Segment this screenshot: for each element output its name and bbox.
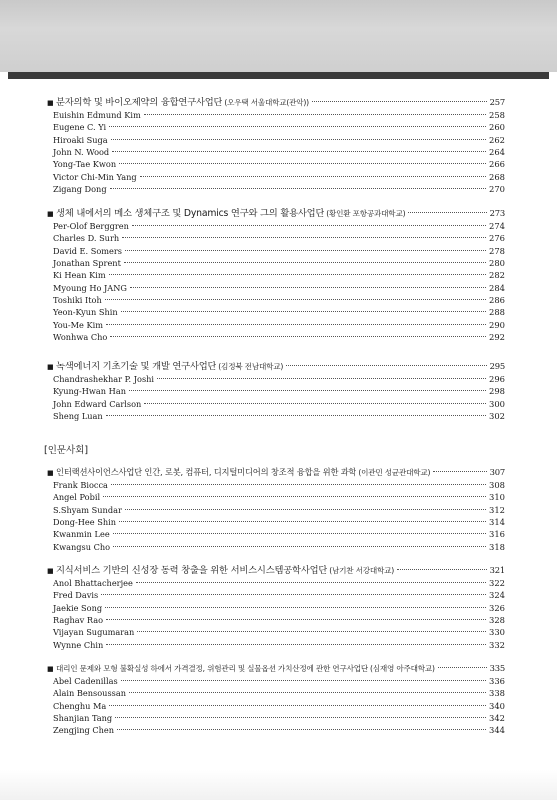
entry-name: Jonathan Sprent: [53, 258, 121, 269]
page-number: 324: [489, 590, 505, 601]
entry-name: Vijayan Sugumaran: [53, 627, 135, 638]
entry-name: Zengjing Chen: [53, 725, 114, 736]
entry-name: David E. Somers: [53, 245, 122, 256]
entry-name: Eugene C. Yi: [53, 122, 107, 133]
dot-leader: [110, 336, 486, 337]
group-title: 인터랙션사이언스사업단 인간, 로봇, 컴퓨터, 디지털미디어의 창조적 융합을 위한 과학: [56, 467, 357, 477]
list-item: [47, 700, 505, 712]
entry-name: Wynne Chin: [53, 639, 104, 650]
dot-leader: [109, 705, 486, 706]
toc-group: [47, 207, 505, 356]
list-item: [47, 282, 505, 294]
group-institution: (이관민 성균관대학교): [358, 468, 431, 477]
list-item: [47, 385, 505, 397]
page-number: 308: [489, 480, 505, 490]
page-number: 328: [489, 615, 505, 626]
page-number: 280: [489, 258, 505, 269]
dot-leader: [106, 644, 486, 645]
page-number: 295: [489, 361, 505, 371]
list-item: [47, 626, 505, 638]
entry-name: Abel Cadenillas: [53, 676, 118, 686]
page-number: 270: [489, 184, 505, 195]
page-number: 335: [489, 663, 505, 673]
entry-name: Dong-Hee Shin: [53, 517, 116, 528]
group-title: 녹색에너지 기초기술 및 개발 연구사업단: [56, 361, 217, 372]
dot-leader: [408, 212, 486, 213]
page-number: 336: [489, 676, 505, 686]
group-heading: [47, 96, 505, 109]
entry-name: John N. Wood: [53, 147, 110, 158]
header-band: [0, 0, 557, 72]
list-item: [47, 294, 505, 306]
dot-leader: [106, 324, 486, 325]
page-number: 316: [489, 529, 505, 540]
page-number: 307: [489, 467, 505, 477]
list-item: [47, 257, 505, 269]
list-item: [47, 269, 505, 281]
page-number: 326: [489, 602, 505, 613]
entry-name: You-Me Kim: [53, 319, 103, 330]
page-number: 312: [489, 504, 505, 515]
list-item: [47, 724, 505, 736]
dot-leader: [125, 250, 486, 251]
page-number: 273: [489, 208, 505, 218]
group-heading: [47, 466, 505, 479]
page-number: 321: [489, 565, 505, 575]
page-number: 282: [489, 270, 505, 281]
dot-leader: [397, 569, 487, 570]
dot-leader: [113, 546, 486, 547]
dot-leader: [121, 311, 486, 312]
list-item: [47, 541, 505, 553]
page-number: 342: [489, 713, 505, 724]
list-item: [47, 687, 505, 699]
list-item: [47, 504, 505, 516]
entry-name: Yeon-Kyun Shin: [53, 307, 118, 318]
list-item: [47, 516, 505, 528]
square-bullet-icon: ■: [47, 363, 54, 371]
page-number: 292: [489, 332, 505, 343]
list-item: [47, 589, 505, 601]
page-number: 314: [489, 517, 505, 528]
entry-name: Alain Bensoussan: [53, 688, 127, 699]
page-number: 332: [489, 639, 505, 650]
page-number: 318: [489, 541, 505, 552]
dot-leader: [106, 619, 486, 620]
page-number: 268: [489, 171, 505, 182]
entry-name: Charles D. Surh: [53, 233, 120, 244]
group-institution: (남기찬 서강대학교): [329, 566, 395, 575]
group-heading: [47, 662, 505, 675]
toc-section: [44, 443, 505, 744]
entry-name: Zigang Dong: [53, 184, 107, 195]
dot-leader: [105, 607, 486, 608]
group-heading: [47, 564, 505, 577]
entry-name: Sheng Luan: [53, 411, 103, 422]
page-number: 340: [489, 700, 505, 711]
dot-leader: [101, 594, 486, 595]
square-bullet-icon: ■: [47, 210, 54, 218]
entry-name: Shanjian Tang: [53, 713, 113, 724]
page-number: 300: [489, 398, 505, 409]
entry-name: Wonhwa Cho: [53, 332, 108, 343]
toc-section: [47, 96, 505, 427]
dot-leader: [111, 484, 486, 485]
entry-name: Frank Biocca: [53, 480, 108, 490]
list-item: [47, 602, 505, 614]
dot-leader: [121, 680, 486, 681]
page-number: 302: [489, 411, 505, 422]
page-number: 322: [489, 578, 505, 588]
dot-leader: [122, 237, 486, 238]
page-number: 310: [489, 492, 505, 503]
group-institution: (김정북 전남대학교): [218, 362, 284, 371]
list-item: [47, 577, 505, 589]
table-of-contents: [44, 96, 505, 748]
page-number: 264: [489, 147, 505, 158]
page-number: 274: [489, 221, 505, 231]
entry-name: Kwangsu Cho: [53, 541, 111, 552]
dot-leader: [137, 631, 486, 632]
toc-group: [47, 564, 505, 658]
dot-leader: [115, 717, 486, 718]
square-bullet-icon: ■: [47, 469, 54, 477]
page-number: 330: [489, 627, 505, 638]
dot-leader: [103, 496, 486, 497]
entry-name: Yong-Tae Kwon: [53, 159, 117, 170]
page-number: 278: [489, 245, 505, 256]
dot-leader: [105, 299, 486, 300]
dot-leader: [112, 151, 486, 152]
group-institution: (오우택 서울대학교(관악)): [224, 98, 309, 107]
dot-leader: [129, 390, 486, 391]
page-number: 258: [489, 110, 505, 120]
dot-leader: [119, 163, 486, 164]
square-bullet-icon: ■: [47, 665, 54, 673]
group-title: 생체 내에서의 메소 생체구조 및 Dynamics 연구와 그의 활용사업단: [56, 208, 325, 219]
entry-name: Chenghu Ma: [53, 700, 107, 711]
dot-leader: [136, 582, 486, 583]
list-item: [47, 109, 505, 121]
list-item: [47, 331, 505, 343]
list-item: [47, 232, 505, 244]
page-number: 260: [489, 122, 505, 133]
dot-leader: [433, 471, 486, 472]
list-item: [47, 398, 505, 410]
entry-name: Anol Bhattacherjee: [53, 578, 133, 588]
list-item: [47, 528, 505, 540]
page-number: 276: [489, 233, 505, 244]
list-item: [47, 712, 505, 724]
page-number: 338: [489, 688, 505, 699]
toc-group: [47, 662, 505, 744]
group-institution: (심재영 아주대학교): [369, 664, 435, 673]
page-number: 344: [489, 725, 505, 736]
list-item: [47, 319, 505, 331]
dot-leader: [438, 667, 487, 668]
page-number: 257: [489, 97, 505, 107]
dot-leader: [312, 101, 487, 102]
page-number: 262: [489, 134, 505, 145]
dot-leader: [144, 403, 486, 404]
dot-leader: [117, 729, 486, 730]
entry-name: Euishin Edmund Kim: [53, 110, 141, 120]
group-title: 지식서비스 기반의 신성장 동력 창출을 위한 서비스시스템공학사업단: [56, 565, 328, 576]
group-heading: [47, 360, 505, 373]
page-number: 266: [489, 159, 505, 170]
list-item: [47, 639, 505, 651]
list-item: [47, 121, 505, 133]
list-item: [47, 373, 505, 385]
dot-leader: [124, 262, 486, 263]
entry-name: Hiroaki Suga: [53, 134, 108, 145]
dot-leader: [111, 139, 486, 140]
list-item: [47, 491, 505, 503]
group-heading: [47, 207, 505, 220]
list-item: [47, 245, 505, 257]
dot-leader: [119, 521, 486, 522]
header-rule: [8, 72, 549, 79]
entry-name: Ki Hean Kim: [53, 270, 106, 281]
group-title: 분자의학 및 바이오제약의 융합연구사업단: [56, 97, 223, 108]
entry-name: S.Shyam Sundar: [53, 504, 122, 515]
page-number: 288: [489, 307, 505, 318]
list-item: [47, 614, 505, 626]
entry-name: Chandrashekhar P. Joshi: [53, 374, 155, 384]
list-item: [47, 306, 505, 318]
square-bullet-icon: ■: [47, 567, 54, 575]
dot-leader: [109, 274, 486, 275]
entry-name: Raghav Rao: [53, 615, 104, 626]
entry-name: Myoung Ho JANG: [53, 282, 127, 293]
dot-leader: [113, 533, 486, 534]
group-institution: (황인환 포항공과대학교): [326, 209, 406, 218]
list-item: [47, 183, 505, 195]
dot-leader: [109, 126, 486, 127]
entry-name: Kwanmin Lee: [53, 529, 110, 540]
entry-name: Toshiki Itoh: [53, 295, 102, 306]
dot-leader: [110, 188, 486, 189]
square-bullet-icon: ■: [47, 99, 54, 107]
list-item: [47, 146, 505, 158]
entry-name: Fred Davis: [53, 590, 99, 601]
toc-group: [47, 466, 505, 560]
list-item: [47, 410, 505, 422]
list-item: [47, 675, 505, 687]
dot-leader: [144, 114, 486, 115]
dot-leader: [130, 287, 486, 288]
page-number: 290: [489, 319, 505, 330]
entry-name: Angel Pobil: [53, 492, 101, 503]
page-number: 296: [489, 374, 505, 384]
list-item: [47, 134, 505, 146]
page-number: 298: [489, 386, 505, 397]
page-number: 286: [489, 295, 505, 306]
dot-leader: [125, 509, 486, 510]
list-item: [47, 171, 505, 183]
entry-name: John Edward Carlson: [53, 398, 142, 409]
list-item: [47, 220, 505, 232]
entry-name: Victor Chi-Min Yang: [53, 171, 137, 182]
dot-leader: [129, 692, 486, 693]
list-item: [47, 158, 505, 170]
dot-leader: [157, 378, 486, 379]
entry-name: Jaekie Song: [53, 602, 103, 613]
list-item: [47, 479, 505, 491]
dot-leader: [286, 365, 486, 366]
dot-leader: [140, 176, 486, 177]
page-bottom-shade: [0, 770, 557, 800]
group-title: 대리인 문제와 모형 불확실성 하에서 가격결정, 위험관리 및 실물옵션 가치산정에 관한 연구사업단: [56, 664, 368, 673]
section-label: [인문사회]: [44, 445, 89, 456]
dot-leader: [106, 415, 486, 416]
toc-group: [47, 96, 505, 203]
entry-name: Kyung-Hwan Han: [53, 386, 126, 397]
toc-group: [47, 360, 505, 427]
entry-name: Per-Olof Berggren: [53, 221, 129, 231]
dot-leader: [132, 225, 486, 226]
page-number: 284: [489, 282, 505, 293]
